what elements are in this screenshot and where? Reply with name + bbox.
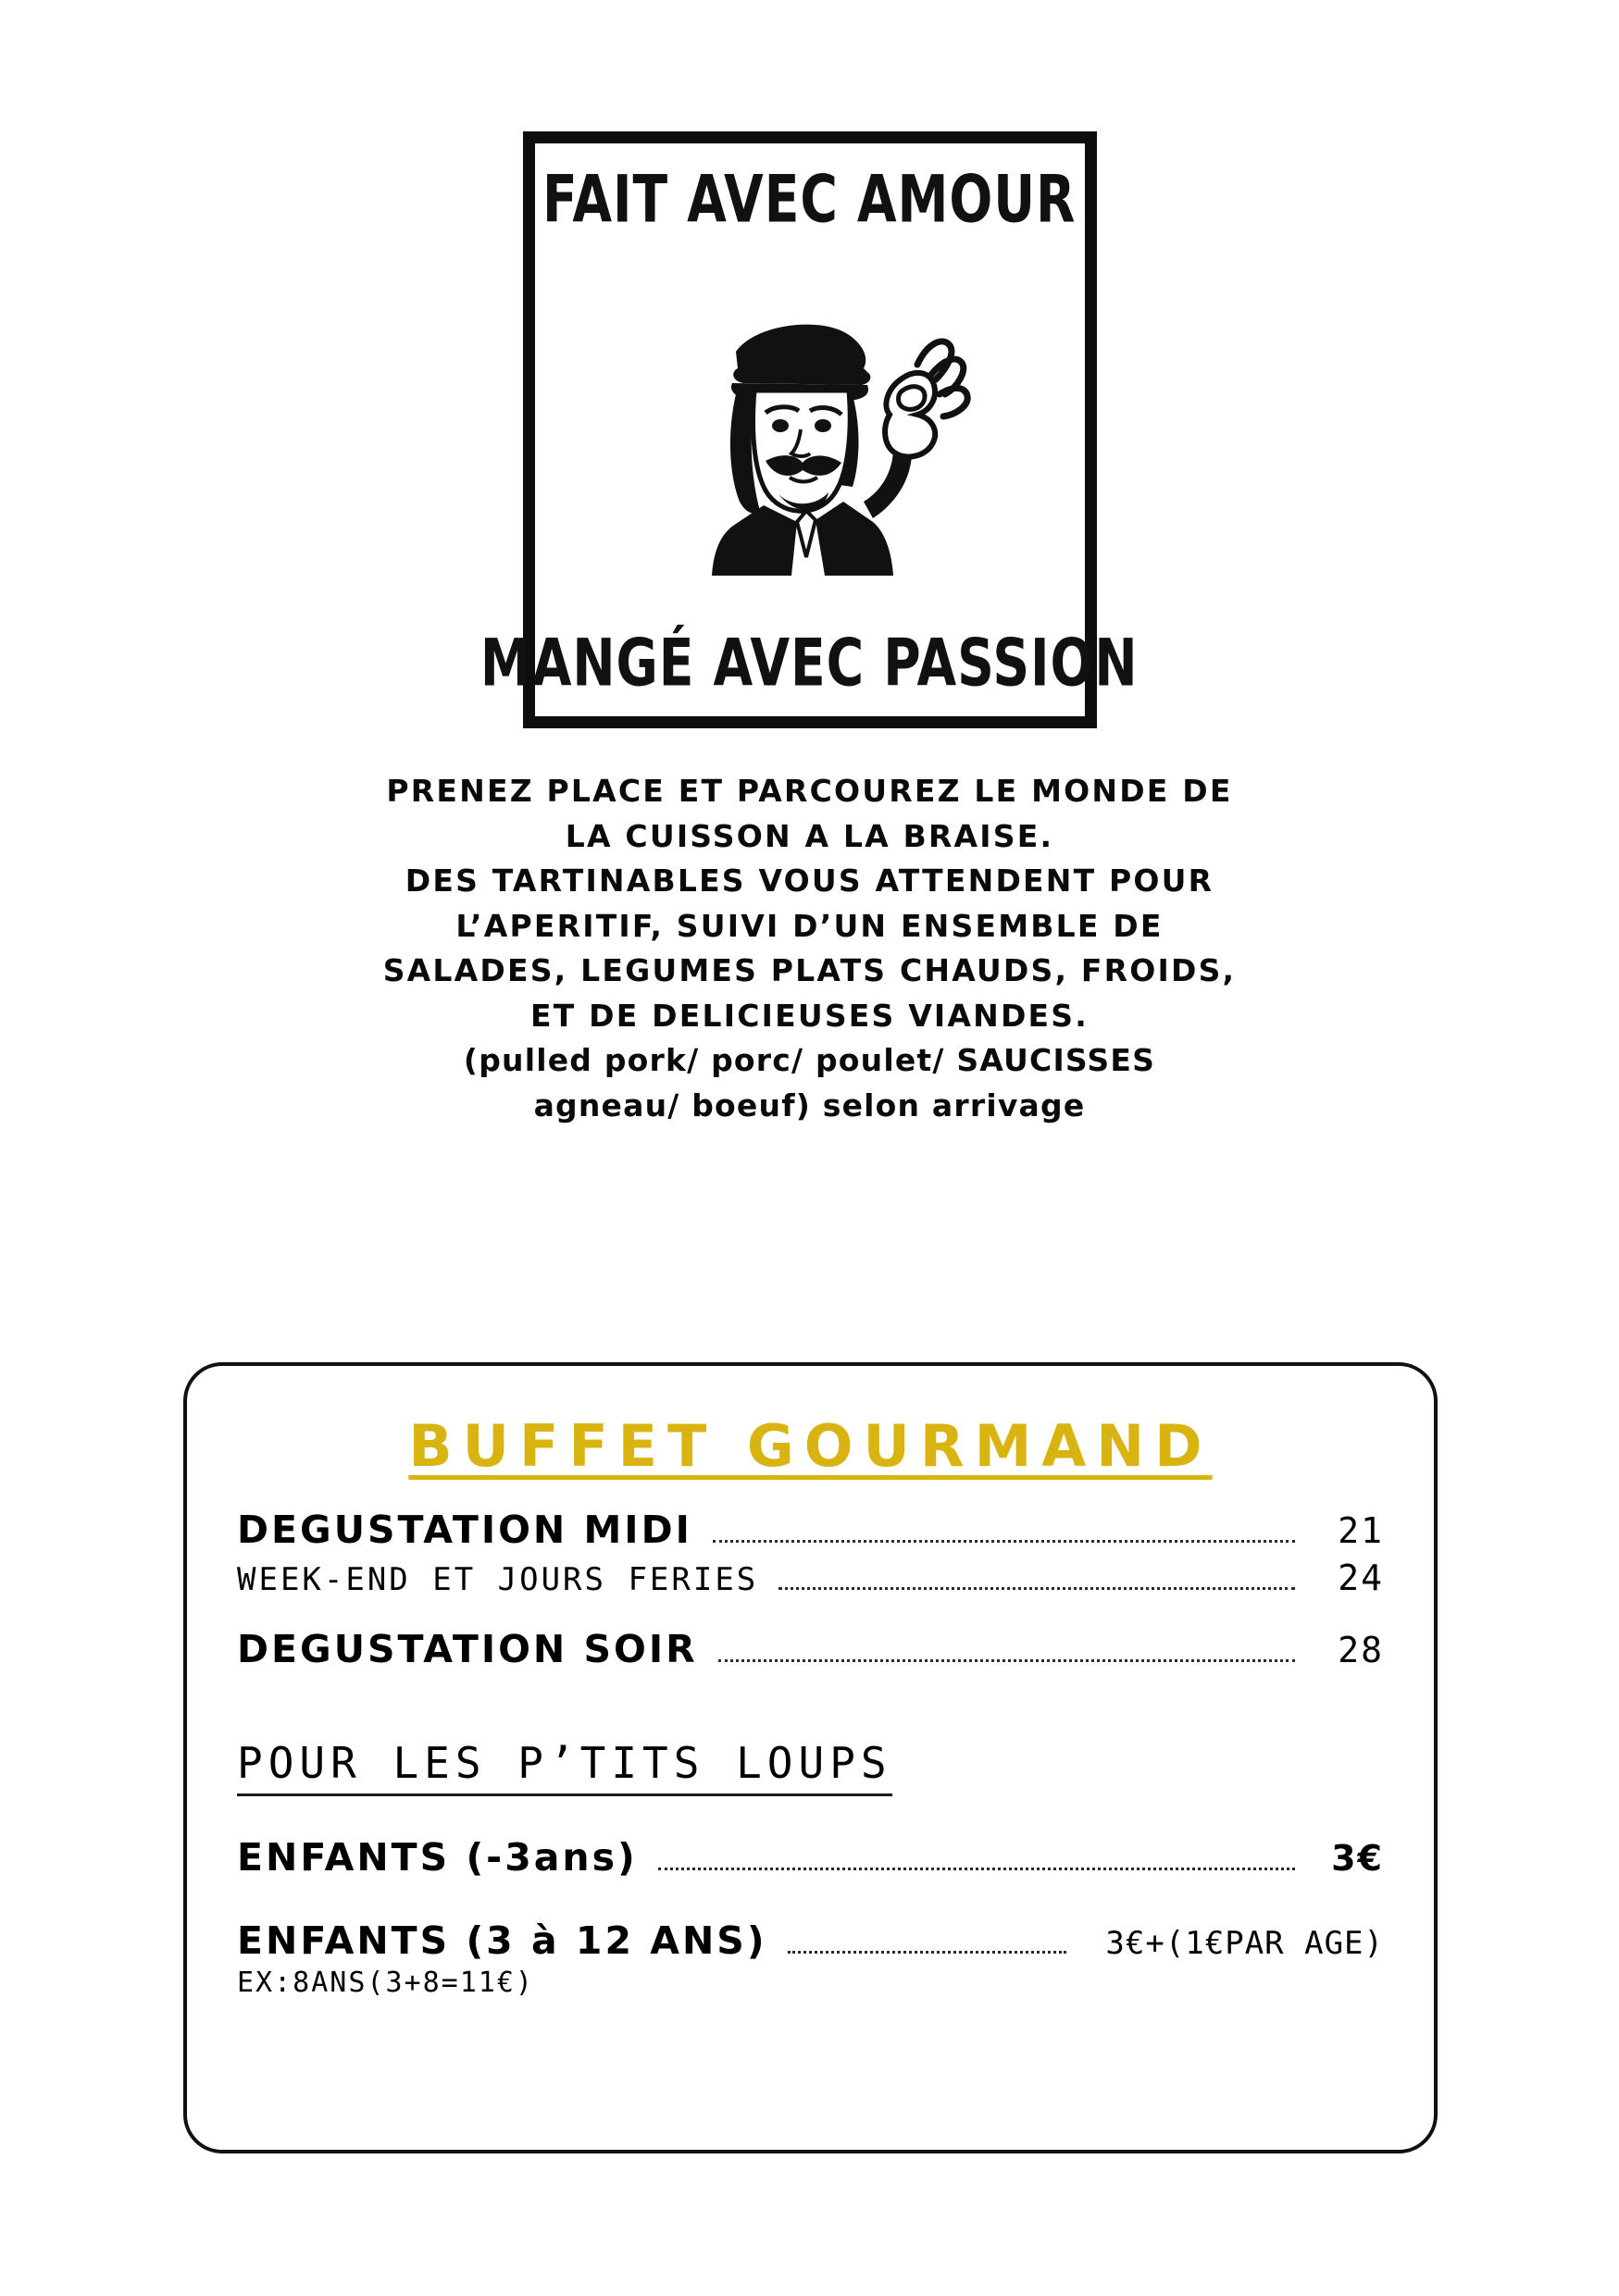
logo-bottom-text: MANGÉ AVEC PASSION — [480, 625, 1139, 702]
intro-line: DES TARTINABLES VOUS ATTENDENT POUR — [405, 863, 1214, 899]
intro-paragraph — [301, 769, 1319, 1128]
dot-leader — [788, 1950, 1067, 1954]
price-row-degustation-soir — [237, 1627, 1384, 1671]
intro-meats-line: (pulled pork/ porc/ poulet/ SAUCISSES — [463, 1042, 1156, 1078]
intro-line: LA CUISSON A LA BRAISE. — [565, 817, 1054, 854]
price-row-weekend — [237, 1558, 1384, 1599]
price-label: ENFANTS (-3ans) — [237, 1835, 638, 1880]
intro-line: PRENEZ PLACE ET PARCOUREZ LE MONDE DE — [386, 773, 1233, 809]
intro-line: SALADES, LEGUMES PLATS CHAUDS, FROIDS, — [382, 952, 1237, 988]
logo-top-text: FAIT AVEC AMOUR — [542, 161, 1077, 239]
price-value: 21 — [1338, 1510, 1384, 1551]
price-label: DEGUSTATION SOIR — [237, 1627, 698, 1671]
buffet-card — [183, 1362, 1438, 2153]
price-row-enfants-3-12 — [237, 1918, 1384, 1963]
price-label: DEGUSTATION MIDI — [237, 1508, 692, 1552]
kids-section-title: POUR LES P’TITS LOUPS — [237, 1738, 892, 1796]
price-row-enfants-under3 — [237, 1835, 1384, 1880]
price-value: 28 — [1338, 1630, 1384, 1670]
price-value: 3€ — [1331, 1838, 1384, 1879]
logo-block — [0, 0, 1619, 728]
dot-leader — [718, 1658, 1295, 1662]
kids-section-header-wrap — [237, 1671, 1384, 1796]
intro-line: L’APERITIF, SUIVI D’UN ENSEMBLE DE — [455, 907, 1164, 944]
kids-price-example-note: EX:8ANS(3+8=11€) — [237, 1967, 534, 1999]
price-label: ENFANTS (3 à 12 ANS) — [237, 1918, 767, 1963]
logo-frame — [480, 131, 1139, 728]
intro-meats-line: agneau/ boeuf) selon arrivage — [533, 1086, 1086, 1123]
dot-leader — [778, 1586, 1295, 1590]
price-value: 24 — [1338, 1558, 1384, 1598]
chef-illustration-icon — [625, 279, 995, 585]
intro-line: ET DE DELICIEUSES VIANDES. — [529, 997, 1090, 1034]
price-row-degustation-midi — [237, 1508, 1384, 1552]
dot-leader — [713, 1539, 1295, 1543]
buffet-title: BUFFET GOURMAND — [408, 1412, 1213, 1480]
price-value: 3€+(1€PAR AGE) — [1105, 1925, 1384, 1962]
price-label: WEEK-END ET JOURS FERIES — [237, 1561, 759, 1598]
dot-leader — [658, 1867, 1295, 1870]
